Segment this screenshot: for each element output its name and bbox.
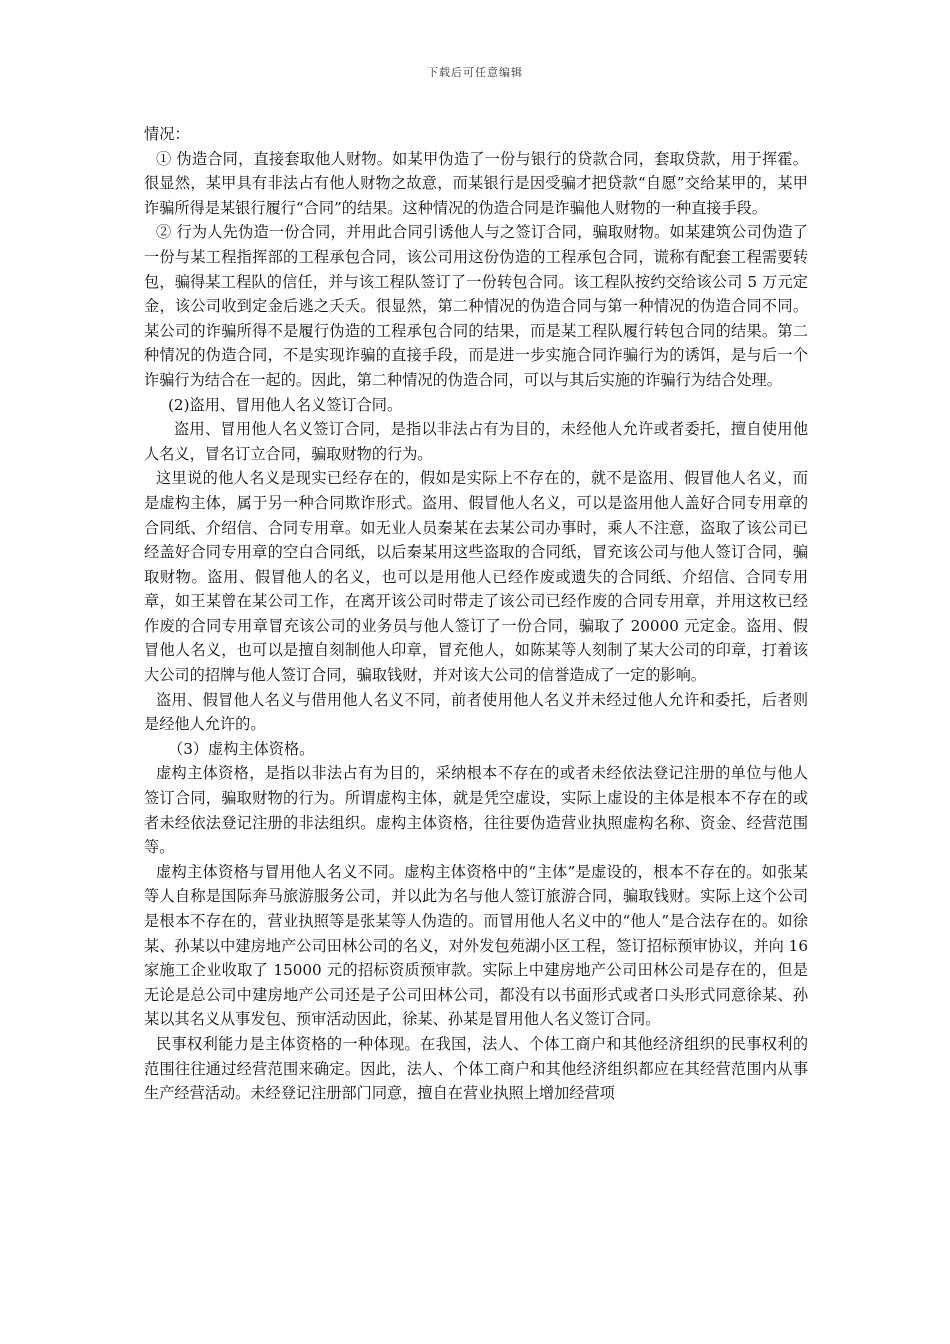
- paragraph-misuse-name-definition: 盗用、冒用他人名义签订合同，是指以非法占有为目的，未经他人允许或者委托，擅自使用他人名义，冒名订立合同，骗取财物的行为。: [144, 420, 808, 463]
- paragraph-forged-contract-lure: ② 行为人先伪造一份合同，并用此合同引诱他人与之签订合同，骗取财物。如某建筑公司伪造了一份与某工程指挥部的工程承包合同，该公司用这份伪造的工程承包合同，谎称有配套工程需要转包，骗得某工程队的信任，并与该工程队签订了一份转包合同。该工程队按约交给该公司 5 万元定金，该公司收到定金后逃之夭夭。很显然，第二种情况的伪造合同与第一种情况的伪造合同不同。某公司的诈骗所得不是履行伪造的工程承包合同的结果，而是某工程队履行转包合同的结果。第二种情况的伪造合同，不是实现诈骗的直接手段，而是进一步实施合同诈骗行为的诱饵，是与后一个诈骗行为结合在一起的。因此，第二种情况的伪造合同，可以与其后实施的诈骗行为结合处理。: [144, 223, 808, 389]
- paragraph-misuse-name-examples: 这里说的他人名义是现实已经存在的，假如是实际上不存在的，就不是盗用、假冒他人名义，而是虚构主体，属于另一种合同欺诈形式。盗用、假冒他人名义，可以是盗用他人盖好合同专用章的合同纸、介绍信、合同专用章。如无业人员秦某在去某公司办事时，乘人不注意，盗取了该公司已经盖好合同专用章的空白合同纸，以后秦某用这些盗取的合同纸，冒充该公司与他人签订合同，骗取财物。盗用、假冒他人的名义，也可以是用他人已经作废或遗失的合同纸、介绍信、合同专用章，如王某曾在某公司工作，在离开该公司时带走了该公司已经作废的合同专用章，并用这枚已经作废的合同专用章冒充该公司的业务员与他人签订了一份合同，骗取了 20000 元定金。盗用、假冒他人名义，也可以是擅自刻制他人印章，冒充他人，如陈某等人刻制了某大公司的印章，打着该大公司的招牌与他人签订合同，骗取钱财，并对该大公司的信誉造成了一定的影响。: [144, 469, 808, 685]
- paragraph-fictitious-entity-definition: 虚构主体资格，是指以非法占有为目的，采纳根本不存在的或者未经依法登记注册的单位与他人签订合同，骗取财物的行为。所谓虚构主体，就是凭空虚设，实际上虚设的主体是根本不存在的或者未经依法登记注册的非法组织。虚构主体资格，往往要伪造营业执照虚构名称、资金、经营范围等。: [144, 764, 808, 857]
- section-heading-misuse-name: (2)盗用、冒用他人名义签订合同。: [168, 395, 403, 414]
- section-heading-fictitious-entity: （3）虚构主体资格。: [168, 739, 315, 758]
- document-body: [144, 122, 808, 1106]
- paragraph-civil-capacity: 民事权利能力是主体资格的一种体现。在我国，法人、个体工商户和其他经济组织的民事权利的范围往往通过经营范围来确定。因此，法人、个体工商户和其他经济组织都应在其经营范围内从事生产经营活动。未经登记注册部门同意，擅自在营业执照上增加经营项: [144, 1034, 808, 1103]
- paragraph-fictitious-vs-misuse: 虚构主体资格与冒用他人名义不同。虚构主体资格中的“主体”是虚设的，根本不存在的。如张某等人自称是国际奔马旅游服务公司，并以此为名与他人签订旅游合同，骗取钱财。实际上这个公司是根本不存在的，营业执照等是张某等人伪造的。而冒用他人名义中的“他人”是合法存在的。如徐某、孙某以中建房地产公司田林公司的名义，对外发包苑湖小区工程，签订招标预审协议，并向 16 家施工企业收取了 15000 元的招标资质预审款。实际上中建房地产公司田林公司是存在的，但是无论是总公司中建房地产公司还是子公司田林公司，都没有以书面形式或者口头形式同意徐某、孙某以其名义从事发包、预审活动因此，徐某、孙某是冒用他人名义签订合同。: [144, 862, 808, 1029]
- paragraph-misuse-vs-borrow: 盗用、假冒他人名义与借用他人名义不同，前者使用他人名义并未经过他人允许和委托，后者则是经他人允许的。: [144, 690, 808, 734]
- paragraph-situation-heading: 情况：: [144, 125, 190, 143]
- page-header: 下载后可任意编辑: [427, 66, 523, 79]
- paragraph-forged-contract-direct: ① 伪造合同，直接套取他人财物。如某甲伪造了一份与银行的贷款合同，套取贷款，用于挥霍。很显然，某甲具有非法占有他人财物之故意，而某银行是因受骗才把贷款“自愿”交给某甲的，某甲诈骗所得是某银行履行“合同”的结果。这种情况的伪造合同是诈骗他人财物的一种直接手段。: [144, 149, 808, 217]
